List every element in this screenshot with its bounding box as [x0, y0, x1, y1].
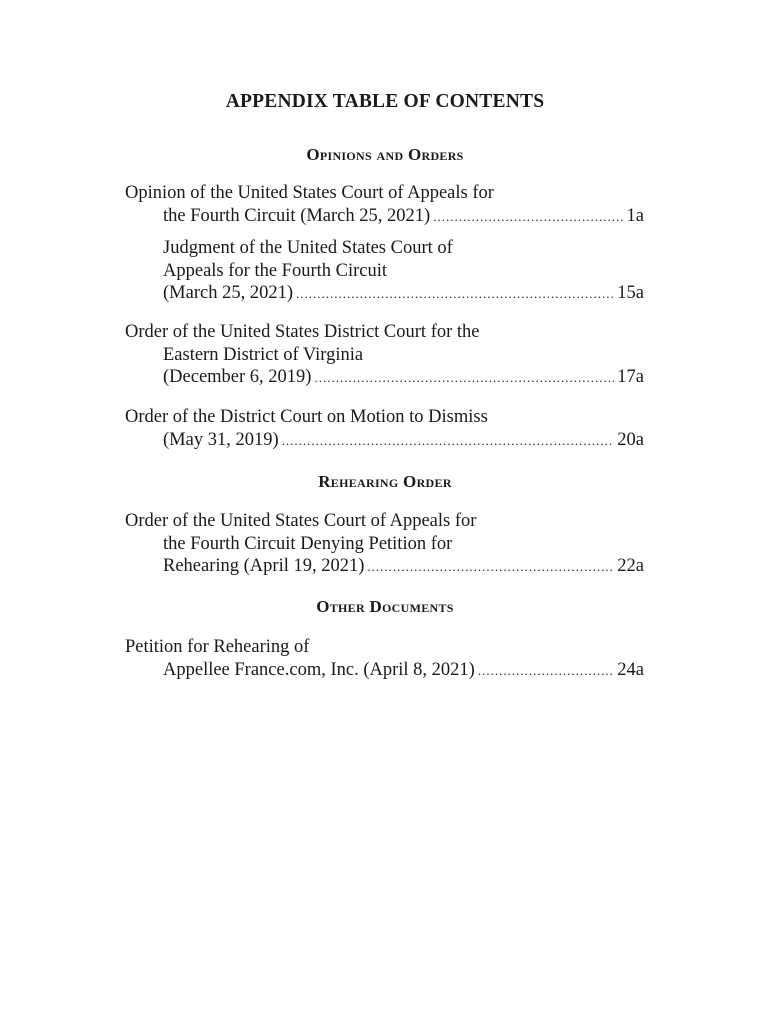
toc-page-number: 22a	[617, 556, 644, 576]
toc-entry-leader-line	[125, 205, 644, 229]
dot-leader	[433, 206, 623, 229]
toc-entry-order-motion-to-dismiss	[125, 406, 644, 452]
toc-entry-leader-line	[125, 366, 644, 390]
dot-leader	[478, 660, 614, 683]
dot-leader	[367, 556, 614, 579]
toc-entry-line: Opinion of the United States Court of Appeals for	[125, 183, 494, 203]
section-heading-opinions-and-orders: Opinions and Orders	[306, 145, 464, 164]
dot-leader	[314, 367, 614, 390]
toc-entry-last-line: Rehearing (April 19, 2021)	[163, 556, 365, 576]
toc-entry-last-line: (December 6, 2019)	[163, 367, 312, 387]
toc-entry-order-district-court-virginia	[125, 321, 644, 390]
toc-entry-last-line: the Fourth Circuit (March 25, 2021)	[163, 205, 431, 226]
toc-entry-line: Appeals for the Fourth Circuit	[163, 260, 388, 281]
toc-entry-leader-line	[125, 429, 644, 453]
toc-entry-line: Order of the United States District Court for the	[125, 322, 480, 342]
toc-entry-line: Judgment of the United States Court of	[163, 238, 453, 258]
toc-entry-line: Petition for Rehearing of	[125, 637, 310, 657]
toc-page-number: 1a	[626, 205, 644, 226]
toc-entry-last-line: (March 25, 2021)	[163, 283, 293, 303]
toc-entry-opinion-fourth-circuit	[125, 182, 644, 228]
toc-entry-line: Eastern District of Virginia	[163, 344, 364, 365]
toc-entry-line: Order of the District Court on Motion to Dismiss	[125, 407, 488, 427]
page-title: APPENDIX TABLE OF CONTENTS	[225, 91, 545, 112]
toc-entry-order-denying-rehearing	[125, 510, 644, 579]
toc-entry-leader-line	[163, 282, 644, 306]
toc-entry-line: Order of the United States Court of Appeals for	[125, 511, 477, 531]
toc-entry-line: the Fourth Circuit Denying Petition for	[163, 533, 453, 554]
toc-page-number: 20a	[617, 429, 644, 450]
toc-page-number: 24a	[617, 659, 644, 680]
dot-leader	[282, 430, 615, 453]
section-heading-other-documents: Other Documents	[316, 597, 454, 616]
toc-entry-last-line: Appellee France.com, Inc. (April 8, 2021)	[163, 659, 475, 680]
toc-entry-leader-line	[125, 555, 644, 579]
toc-entry-leader-line	[125, 659, 644, 683]
section-heading-rehearing-order: Rehearing Order	[318, 472, 452, 491]
toc-entry-judgment-fourth-circuit	[163, 237, 644, 306]
toc-entry-last-line: (May 31, 2019)	[163, 429, 279, 450]
dot-leader	[296, 283, 614, 306]
toc-page-number: 15a	[617, 283, 644, 303]
toc-page-number: 17a	[617, 367, 644, 387]
toc-entry-petition-for-rehearing	[125, 636, 644, 682]
